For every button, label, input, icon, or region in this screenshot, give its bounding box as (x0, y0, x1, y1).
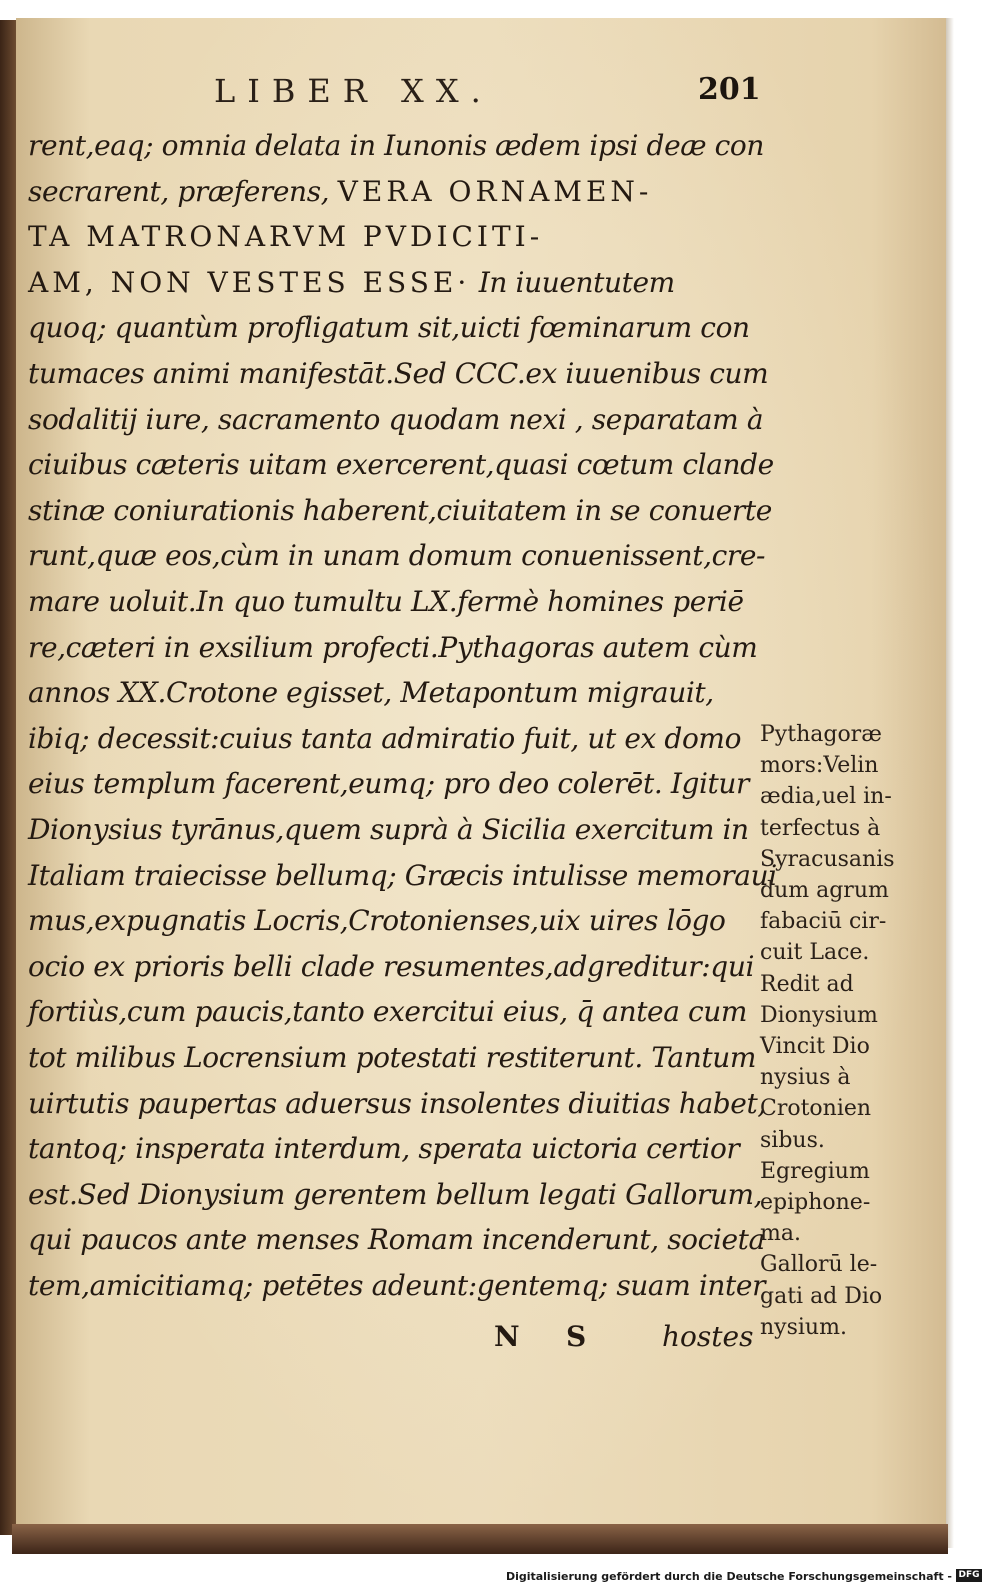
text-run: ocio ex prioris belli clade resumentes,adgreditur:qui (28, 949, 755, 983)
marginal-note-line: Gallorū le- (760, 1252, 878, 1278)
text-run: tantoq; insperata interdum, sperata uictoria certior (28, 1132, 740, 1166)
page-bottom-edge (12, 1524, 948, 1554)
text-run: re,cæteri in exsilium profecti.Pythagoras autem cùm (28, 630, 758, 664)
text-line (28, 719, 741, 759)
marginal-note-line: ædia,uel in- (760, 784, 892, 810)
text-line (28, 126, 764, 166)
capitals-run: VERA ORNAMEN- (337, 174, 653, 208)
marginal-note-line: Redit ad (760, 971, 854, 997)
text-line (28, 901, 726, 941)
text-run: stinæ coniurationis haberent,ciuitatem in se conuerte (28, 493, 772, 527)
marginal-note-line: Pythagoræ (760, 722, 882, 747)
text-line (28, 1129, 739, 1169)
text-run: mare uoluit.In quo tumultu LX.fermè homines periē (28, 585, 744, 618)
text-run: Italiam traiecisse bellumq; Græcis intulisse memoraui (28, 858, 777, 892)
text-line (28, 992, 747, 1032)
text-run: ciuibus cæteris uitam exercerent,quasi cœtum clande (28, 448, 774, 482)
text-run: uirtutis paupertas aduersus insolentes diuitias habet, (28, 1086, 766, 1120)
marginal-note-line: cuit Lace. (760, 940, 870, 966)
marginal-note-line: Crotonien (760, 1096, 872, 1122)
text-run: tumaces animi manifestāt.Sed CCC.ex iuuenibus cum (28, 357, 769, 390)
page-number: 201 (698, 72, 761, 107)
text-line (28, 1220, 765, 1260)
text-line (28, 582, 744, 622)
marginal-note-line: Vincit Dio (760, 1034, 870, 1059)
funding-credit: Digitalisierung gefördert durch die Deutsche Forschungsgemeinschaft - (505, 1570, 952, 1583)
text-line (28, 764, 749, 804)
signature-mark: N (494, 1320, 520, 1353)
text-line (28, 445, 774, 485)
marginal-note-line: nysium. (760, 1314, 847, 1340)
text-run: tot milibus Locrensium potestati restiterunt. Tantum (28, 1041, 756, 1074)
marginal-note-line: gati ad Dio (760, 1283, 883, 1309)
marginal-note-line: Egregium (760, 1158, 870, 1184)
text-line (28, 1266, 765, 1306)
text-line (28, 1175, 762, 1215)
marginal-note-line: terfectus à (760, 815, 881, 841)
text-run: secrarent, præferens, (28, 174, 338, 208)
text-line (28, 673, 714, 713)
text-line (28, 400, 763, 440)
text-line (28, 1038, 756, 1078)
marginal-note-line: Dionysium (760, 1002, 878, 1028)
marginal-note-line: Syracusanis (760, 846, 895, 872)
text-run: fortiùs,cum paucis,tanto exercitui eius, q̄ antea cum (28, 995, 748, 1029)
text-run: tem,amicitiamq; petētes adeunt:gentemq; suam inter (28, 1269, 766, 1302)
text-line (28, 308, 750, 348)
text-line (28, 856, 777, 896)
text-run: sodalitij iure, sacramento quodam nexi , separatam à (28, 402, 764, 436)
marginal-note-line: nysius à (760, 1065, 851, 1091)
text-line (28, 263, 675, 303)
text-line (28, 810, 749, 850)
dfg-logo: DFG (956, 1569, 982, 1582)
text-line (28, 491, 772, 531)
text-run: quoq; quantùm profligatum sit,uicti fœminarum con (28, 311, 750, 345)
text-run: rent,eaq; omnia delata in Iunonis ædem ipsi deæ con (28, 129, 765, 162)
running-head: LIBER XX. (214, 72, 493, 110)
marginal-note-line: fabaciū cir- (760, 909, 887, 935)
text-run: qui paucos ante menses Romam incenderunt, societa (28, 1223, 765, 1257)
text-run: est.Sed Dionysium gerentem bellum legati Gallorum, (28, 1177, 763, 1211)
marginal-note-line: mors:Velin (760, 753, 879, 779)
text-line (28, 172, 652, 212)
text-line (28, 628, 757, 668)
capitals-run: AM, NON VESTES ESSE· (28, 265, 471, 299)
text-run: annos XX.Crotone egisset, Metapontum migrauit, (28, 676, 714, 710)
text-line (28, 217, 543, 257)
text-line (28, 947, 754, 987)
marginal-note-line: epiphone- (760, 1190, 871, 1215)
text-run-tail: In iuuentutem (470, 265, 675, 299)
catchword: hostes (662, 1320, 754, 1353)
text-line (28, 354, 768, 394)
signature-mark-2: S (566, 1320, 587, 1353)
text-run: Dionysius tyrānus,quem suprà à Sicilia exercitum in (28, 813, 749, 846)
marginal-note-line: sibus. (760, 1127, 825, 1153)
text-run: ibiq; decessit:cuius tanta admiratio fuit, ut ex domo (28, 721, 742, 755)
text-line (28, 536, 765, 576)
marginal-note-line: dum agrum (760, 878, 889, 903)
capitals-run: TA MATRONARVM PVDICITI- (28, 220, 544, 254)
text-run: eius templum facerent,eumq; pro deo colerēt. Igitur (28, 767, 750, 801)
page-right-shadow (946, 18, 954, 1548)
marginal-note-line: ma. (760, 1221, 801, 1247)
text-run: runt,quæ eos,cùm in unam domum conuenissent,cre- (28, 539, 766, 573)
text-run: mus,expugnatis Locris,Crotonienses,uix uires lōgo (28, 904, 726, 938)
text-line (28, 1084, 766, 1124)
